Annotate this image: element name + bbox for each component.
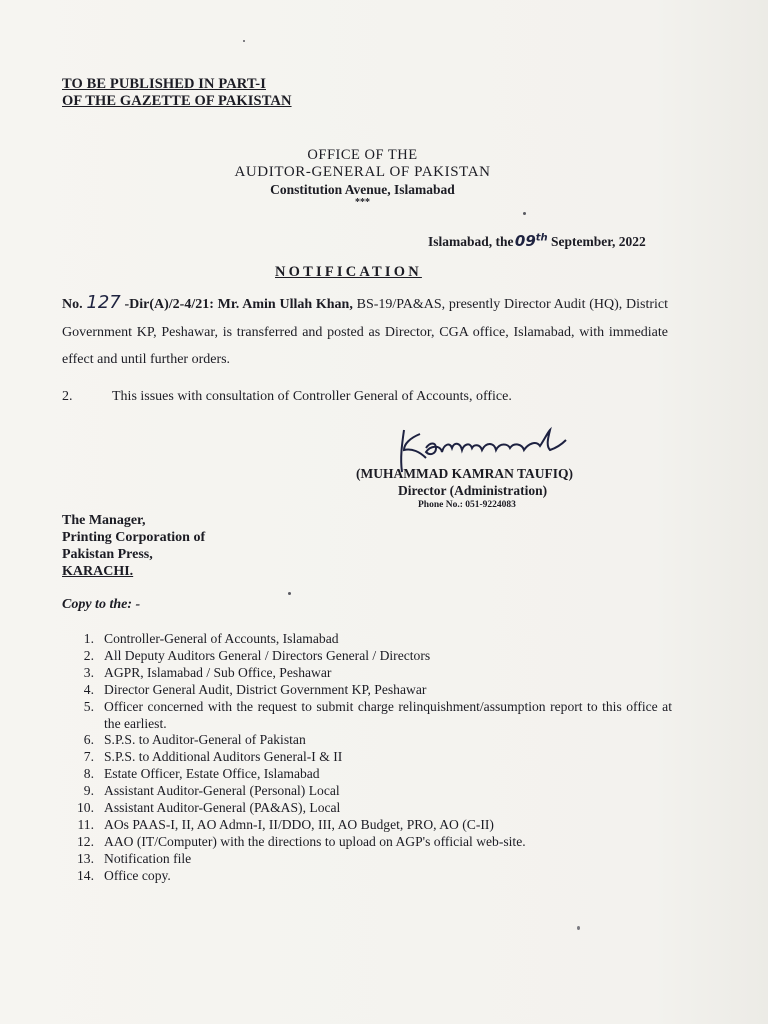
publish-line-2: OF THE GAZETTE OF PAKISTAN bbox=[62, 93, 292, 109]
paragraph-2-text: This issues with consultation of Controller General of Accounts, office. bbox=[112, 389, 512, 404]
office-line-2: AUDITOR-GENERAL OF PAKISTAN bbox=[234, 164, 491, 180]
list-item: 1. Controller-General of Accounts, Islamabad bbox=[83, 631, 339, 646]
dateline-prefix: Islamabad, the bbox=[428, 234, 514, 249]
notification-paragraph-1 bbox=[62, 289, 668, 374]
list-item: 7. S.P.S. to Additional Auditors General-I & II bbox=[83, 749, 343, 765]
signatory-name: (MUHAMMAD KAMRAN TAUFIQ) bbox=[356, 466, 573, 481]
header-stars: *** bbox=[355, 197, 370, 208]
scan-speck bbox=[577, 926, 580, 930]
list-item: 2. All Deputy Auditors General / Directors General / Directors bbox=[83, 647, 431, 663]
paragraph-2-number: 2. bbox=[62, 389, 73, 404]
addressee-line-1: The Manager, bbox=[62, 513, 146, 528]
notification-title: NOTIFICATION bbox=[275, 264, 422, 280]
list-item: 14. Office copy. bbox=[77, 867, 171, 883]
publish-line-1: TO BE PUBLISHED IN PART-I bbox=[62, 76, 266, 92]
list-item: 4. Director General Audit, District Government KP, Peshawar bbox=[83, 681, 427, 697]
list-item: 3. AGPR, Islamabad / Sub Office, Peshawar bbox=[83, 664, 332, 680]
list-item: 5. Officer concerned with the request to submit charge relinquishment/assumption report to this office at the earliest. bbox=[83, 698, 672, 731]
list-item: 11. AOs PAAS-I, II, AO Admn-I, II/DDO, III, AO Budget, PRO, AO (C-II) bbox=[77, 816, 494, 832]
list-item: 13. Notification file bbox=[77, 850, 192, 866]
office-address: Constitution Avenue, Islamabad bbox=[270, 182, 455, 197]
notification-no-label: No. bbox=[62, 297, 83, 312]
signatory-designation: Director (Administration) bbox=[398, 483, 548, 498]
dateline-suffix: th bbox=[535, 232, 548, 244]
notification-officer: Mr. Amin Ullah Khan, bbox=[217, 297, 353, 312]
notification-number: 127 bbox=[86, 292, 121, 313]
notification-ref: -Dir(A)/2-4/21: bbox=[124, 297, 214, 312]
scan-speck bbox=[243, 40, 245, 42]
copy-to-list bbox=[62, 631, 672, 885]
copy-to-heading: Copy to the: - bbox=[62, 597, 141, 612]
signatory-phone: Phone No.: 051-9224083 bbox=[418, 500, 516, 510]
dateline-day: 09 bbox=[514, 232, 536, 250]
list-item: 12. AAO (IT/Computer) with the directions to upload on AGP's official web-site. bbox=[77, 833, 526, 849]
addressee-line-3: Pakistan Press, bbox=[62, 547, 153, 562]
office-line-1: OFFICE OF THE bbox=[307, 147, 418, 163]
list-item: 10. Assistant Auditor-General (PA&AS), Local bbox=[77, 800, 341, 816]
scan-speck bbox=[523, 212, 526, 215]
addressee-line-2: Printing Corporation of bbox=[62, 530, 206, 545]
scan-speck bbox=[288, 592, 291, 595]
list-item: 8. Estate Officer, Estate Office, Islamabad bbox=[83, 766, 320, 782]
dateline bbox=[428, 232, 646, 250]
addressee-line-4: KARACHI. bbox=[62, 564, 134, 579]
dateline-rest: September, 2022 bbox=[551, 234, 646, 249]
list-item: 9. Assistant Auditor-General (Personal) Local bbox=[83, 783, 340, 799]
list-item: 6. S.P.S. to Auditor-General of Pakistan bbox=[83, 732, 306, 748]
notification-body: BS-19/PA&AS, presently Director Audit (HQ), District Government KP, Peshawar, is transferred and posted as Director, CGA office, Islamabad, with immediate effect and until further orders. bbox=[62, 297, 669, 367]
